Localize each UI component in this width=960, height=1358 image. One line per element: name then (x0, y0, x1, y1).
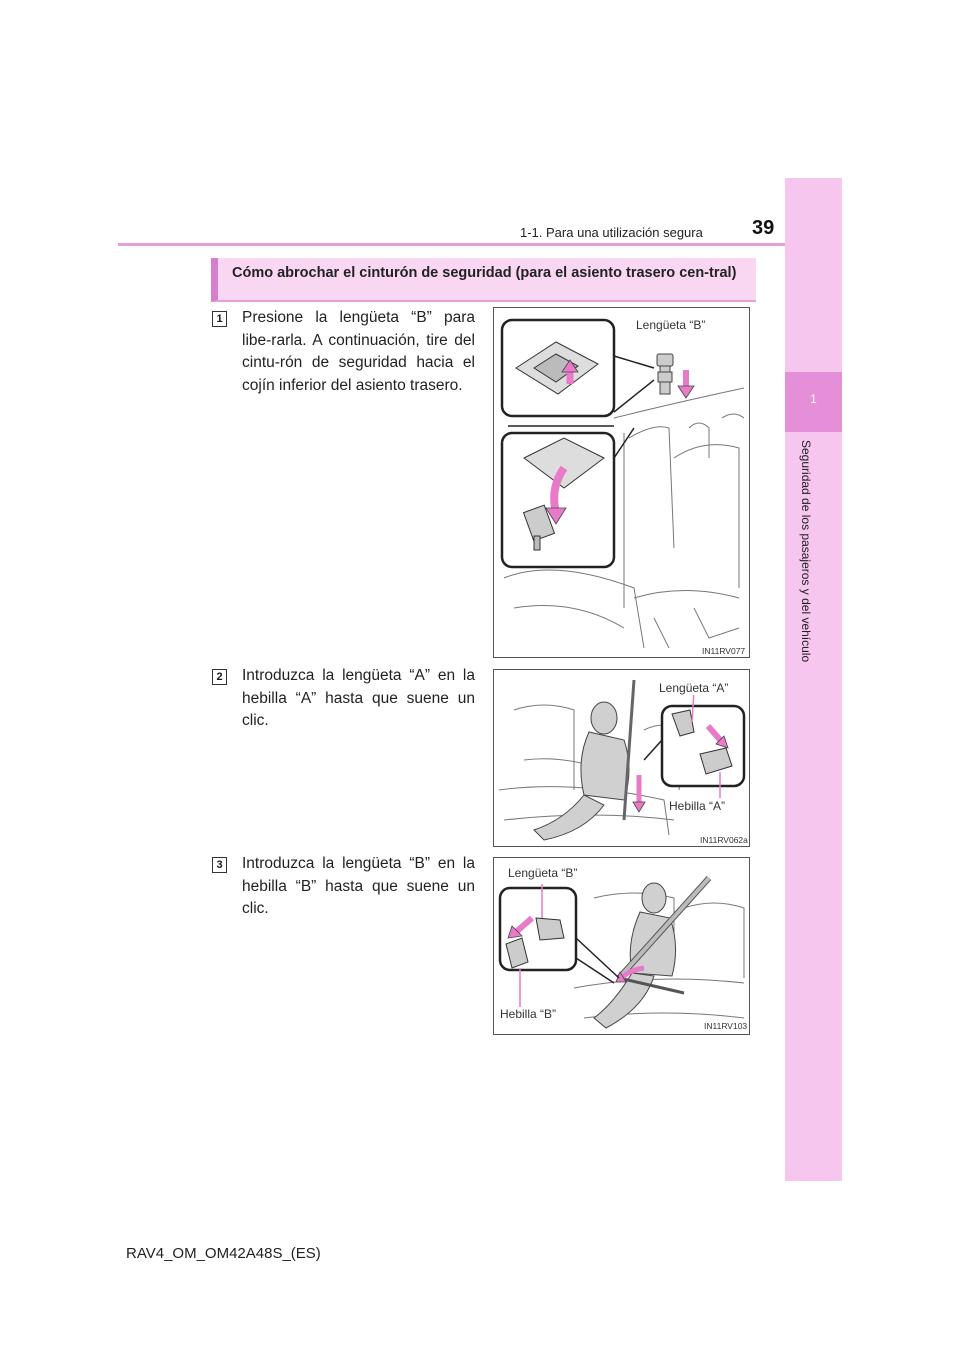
figure-step-1 (493, 307, 750, 658)
section-heading-box (211, 258, 756, 302)
step-text-3: Introduzca la lengüeta “B” en la hebilla “B” hasta que suene un clic. (242, 855, 475, 917)
figure-step-2-illustration (494, 670, 749, 846)
figure-1-code: IN11RV077 (702, 646, 746, 656)
chapter-title: Seguridad de los pasajeros y del vehículo (799, 440, 813, 663)
figure-2-label-tongue-a: Lengüeta “A” (659, 681, 729, 695)
figure-step-1-illustration (494, 308, 749, 657)
figure-2-label-buckle-a: Hebilla “A” (669, 799, 726, 813)
figure-step-2 (493, 669, 750, 847)
step-text-1: Presione la lengüeta “B” para libe-rarla. A continuación, tire del cintu-rón de seguridad hacia el cojín inferior del asiento trasero. (242, 309, 475, 394)
chapter-number: 1 (810, 392, 817, 406)
figure-2-code: IN11RV062a (700, 835, 748, 845)
page-number: 39 (752, 217, 775, 239)
figure-step-3 (493, 857, 750, 1035)
figure-1-label-tongue-b: Lengüeta “B” (636, 318, 706, 332)
figure-3-label-tongue-b: Lengüeta “B” (508, 866, 578, 880)
step-number-2: 2 (212, 669, 227, 685)
document-id: RAV4_OM_OM42A48S_(ES) (126, 1245, 321, 1262)
section-title: Cómo abrochar el cinturón de seguridad (para el asiento trasero cen-tral) (232, 265, 737, 281)
step-number-3: 3 (212, 857, 227, 873)
step-number-1: 1 (212, 311, 227, 327)
figure-3-code: IN11RV103 (704, 1021, 748, 1031)
chapter-sidebar (785, 178, 842, 1181)
header-divider (118, 243, 840, 246)
step-text-2: Introduzca la lengüeta “A” en la hebilla “A” hasta que suene un clic. (242, 667, 475, 729)
figure-3-label-buckle-b: Hebilla “B” (500, 1007, 557, 1021)
running-header: 1-1. Para una utilización segura (520, 225, 703, 240)
